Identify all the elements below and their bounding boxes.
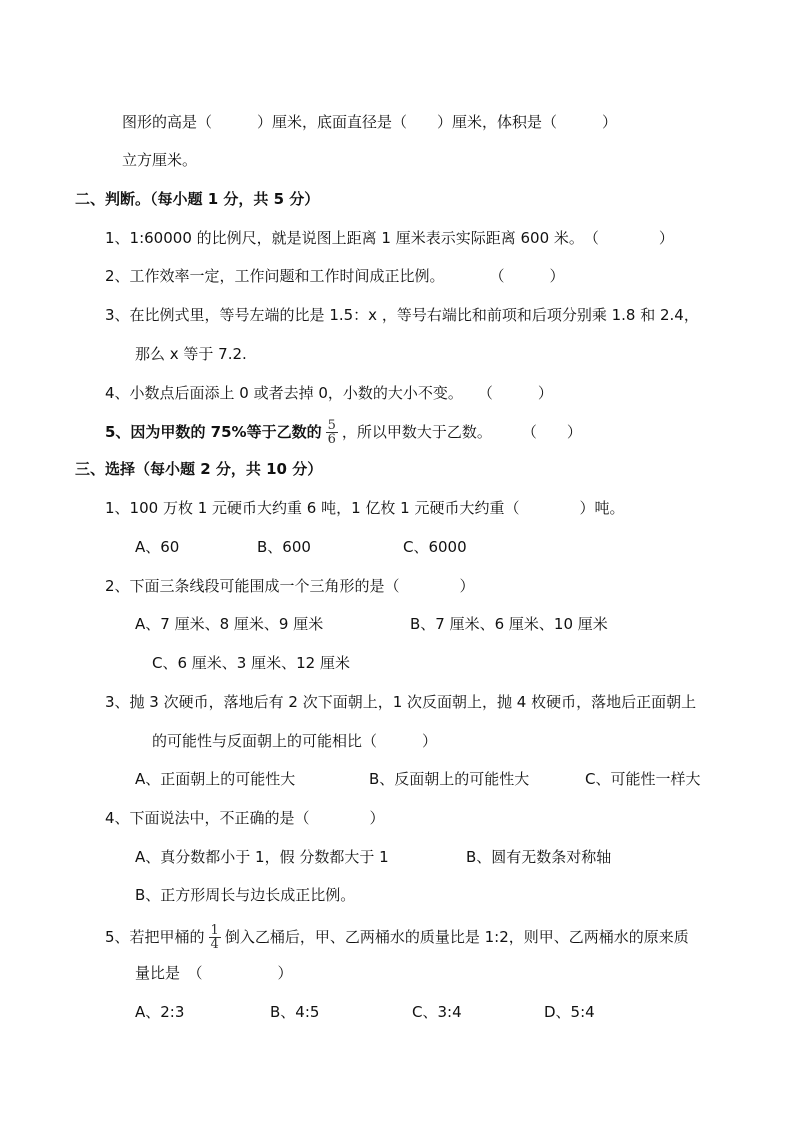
choice-q2-option-b: B、7 厘米、6 厘米、10 厘米 [410, 615, 608, 633]
fraction-denominator: 6 [327, 432, 336, 447]
judge-q3-line-2: 那么 x 等于 7.2. [135, 345, 247, 363]
choice-q1: 1、100 万枚 1 元硬币大约重 6 吨，1 亿枚 1 元硬币大约重（ ）吨。 [105, 499, 625, 517]
choice-q3-line-2: 的可能性与反面朝上的可能相比（ ） [152, 732, 438, 750]
choice-q5-option-a: A、2:3 [135, 1003, 185, 1021]
section3-heading: 三、选择（每小题 2 分，共 10 分） [75, 460, 323, 478]
judge-q3-line-1: 3、在比例式里，等号左端的比是 1.5：x ，等号右端比和前项和后项分别乘 1.8 和 2.4， [105, 306, 699, 324]
choice-q1-option-c: C、6000 [403, 538, 467, 556]
choice-q5-option-b: B、4:5 [270, 1003, 320, 1021]
choice-q1-option-b: B、600 [257, 538, 311, 556]
intro-line-1: 图形的高是（ ）厘米，底面直径是（ ）厘米，体积是（ ） [122, 113, 618, 131]
choice-q5-option-d: D、5:4 [544, 1003, 595, 1021]
judge-q1: 1、1:60000 的比例尺，就是说图上距离 1 厘米表示实际距离 600 米。 （ ） [105, 229, 674, 247]
section2-heading: 二、判断。（每小题 1 分，共 5 分） [75, 190, 320, 208]
judge-q2: 2、工作效率一定，工作问题和工作时间成正比例。 （ ） [105, 267, 565, 285]
choice-q4-option-a: A、真分数都小于 1，假 分数都大于 1 [135, 848, 389, 866]
judge-q5 [105, 419, 582, 446]
choice-q3-option-a: A、正面朝上的可能性大 [135, 770, 296, 788]
judge-q5-text-after: ，所以甲数大于乙数。 （ ） [341, 423, 582, 441]
choice-q5-line-2: 量比是 （ ） [135, 964, 293, 982]
choice-q2-option-c: C、6 厘米、3 厘米、12 厘米 [152, 654, 350, 672]
intro-line-2: 立方厘米。 [122, 151, 198, 169]
fraction-five-sixths [326, 419, 338, 446]
choice-q1-option-a: A、60 [135, 538, 180, 556]
choice-q2-option-a: A、7 厘米、8 厘米、9 厘米 [135, 615, 324, 633]
choice-q4-option-b-second: B、正方形周长与边长成正比例。 [135, 886, 356, 904]
choice-q4-option-b: B、圆有无数条对称轴 [466, 848, 612, 866]
choice-q5-text-before: 5、若把甲桶的 [105, 928, 205, 946]
fraction-denominator: 4 [210, 937, 219, 952]
judge-q4: 4、小数点后面添上 0 或者去掉 0，小数的大小不变。 （ ） [105, 384, 553, 402]
fraction-numerator: 5 [327, 418, 336, 433]
choice-q5-option-c: C、3:4 [412, 1003, 462, 1021]
judge-q5-text-before: 5、因为甲数的 75%等于乙数的 [105, 423, 322, 441]
choice-q3-line-1: 3、抛 3 次硬币，落地后有 2 次下面朝上，1 次反面朝上，抛 4 枚硬币，落地后正面朝上 [105, 693, 697, 711]
fraction-numerator: 1 [210, 923, 219, 938]
choice-q4: 4、下面说法中，不正确的是（ ） [105, 809, 385, 827]
choice-q2: 2、下面三条线段可能围成一个三角形的是（ ） [105, 577, 475, 595]
fraction-one-quarter [209, 924, 221, 951]
choice-q3-option-c: C、可能性一样大 [585, 770, 701, 788]
choice-q5-line-1 [105, 924, 689, 951]
choice-q5-text-after: 倒入乙桶后，甲、乙两桶水的质量比是 1:2，则甲、乙两桶水的原来质 [224, 928, 689, 946]
choice-q3-option-b: B、反面朝上的可能性大 [369, 770, 530, 788]
